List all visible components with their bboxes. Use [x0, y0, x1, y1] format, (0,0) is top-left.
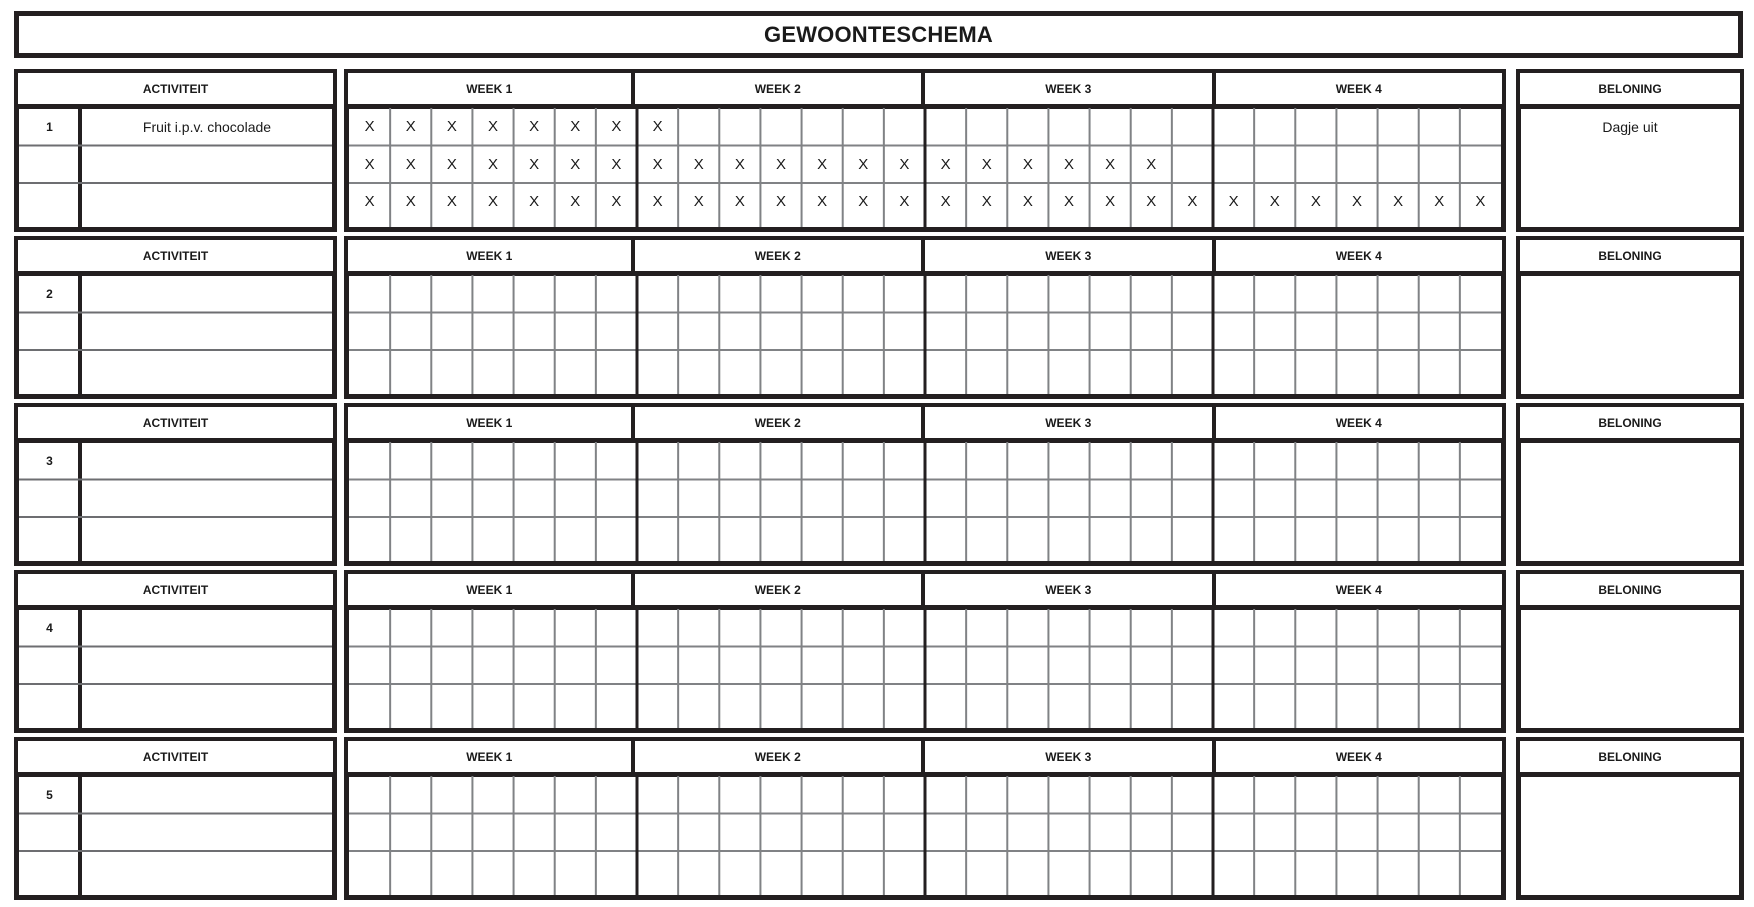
day-mark[interactable]: X — [487, 155, 498, 173]
day-mark[interactable]: X — [775, 193, 786, 211]
day-mark[interactable]: X — [1434, 193, 1445, 211]
week-header-1: WEEK 1 — [344, 236, 635, 275]
activity-name[interactable] — [82, 442, 332, 480]
day-mark[interactable]: X — [652, 118, 663, 136]
day-mark[interactable]: X — [570, 118, 581, 136]
day-mark[interactable]: X — [1105, 193, 1116, 211]
day-mark[interactable]: X — [652, 193, 663, 211]
activity-name[interactable]: Fruit i.p.v. chocolade — [142, 118, 272, 135]
day-mark[interactable]: X — [1393, 193, 1404, 211]
day-mark[interactable]: X — [570, 155, 581, 173]
week-header-2: WEEK 2 — [631, 69, 926, 108]
activity-number: 2 — [46, 286, 53, 301]
activity-number: 4 — [46, 620, 53, 635]
day-mark[interactable]: X — [446, 193, 457, 211]
week-header-1: WEEK 1 — [344, 69, 635, 108]
week-header-4: WEEK 4 — [1212, 69, 1507, 108]
day-mark[interactable]: X — [611, 155, 622, 173]
week-header-1: WEEK 1 — [344, 403, 635, 442]
activity-header: ACTIVITEIT — [14, 737, 337, 776]
day-mark[interactable]: X — [734, 193, 745, 211]
week-header-4: WEEK 4 — [1212, 236, 1507, 275]
reward-header: BELONING — [1516, 403, 1744, 442]
day-mark[interactable]: X — [899, 155, 910, 173]
day-mark[interactable]: X — [364, 118, 375, 136]
tracking-grid — [344, 772, 1506, 900]
day-mark[interactable]: X — [529, 155, 540, 173]
reward-header: BELONING — [1516, 570, 1744, 609]
week-header-1: WEEK 1 — [344, 570, 635, 609]
day-mark[interactable]: X — [529, 193, 540, 211]
week-header-3: WEEK 3 — [921, 570, 1216, 609]
day-mark[interactable]: X — [446, 155, 457, 173]
day-mark[interactable]: X — [1146, 155, 1157, 173]
page-title: GEWOONTESCHEMA — [14, 11, 1743, 58]
day-mark[interactable]: X — [1475, 193, 1486, 211]
reward-text[interactable]: Dagje uit — [1602, 118, 1658, 135]
week-header-1: WEEK 1 — [344, 737, 635, 776]
reward-header: BELONING — [1516, 69, 1744, 108]
activity-header: ACTIVITEIT — [14, 570, 337, 609]
day-mark[interactable]: X — [364, 155, 375, 173]
day-mark[interactable]: X — [611, 193, 622, 211]
week-header-4: WEEK 4 — [1212, 570, 1507, 609]
activity-header: ACTIVITEIT — [14, 403, 337, 442]
reward-header: BELONING — [1516, 737, 1744, 776]
day-mark[interactable]: X — [1310, 193, 1321, 211]
day-mark[interactable]: X — [981, 193, 992, 211]
week-header-2: WEEK 2 — [631, 403, 926, 442]
day-mark[interactable]: X — [652, 155, 663, 173]
day-mark[interactable]: X — [405, 193, 416, 211]
day-mark[interactable]: X — [940, 193, 951, 211]
day-mark[interactable]: X — [734, 155, 745, 173]
activity-name[interactable] — [82, 609, 332, 647]
day-mark[interactable]: X — [487, 118, 498, 136]
tracking-grid — [344, 271, 1506, 399]
day-mark[interactable]: X — [899, 193, 910, 211]
activity-header: ACTIVITEIT — [14, 236, 337, 275]
activity-number: 5 — [46, 787, 53, 802]
day-mark[interactable]: X — [1105, 155, 1116, 173]
day-mark[interactable]: X — [1228, 193, 1239, 211]
day-mark[interactable]: X — [1063, 155, 1074, 173]
day-mark[interactable]: X — [817, 155, 828, 173]
day-mark[interactable]: X — [858, 155, 869, 173]
activity-number: 3 — [46, 453, 53, 468]
day-mark[interactable]: X — [817, 193, 828, 211]
day-mark[interactable]: X — [446, 118, 457, 136]
day-mark[interactable]: X — [405, 155, 416, 173]
reward-header: BELONING — [1516, 236, 1744, 275]
day-mark[interactable]: X — [487, 193, 498, 211]
day-mark[interactable]: X — [693, 155, 704, 173]
activity-header: ACTIVITEIT — [14, 69, 337, 108]
activity-number: 1 — [46, 119, 53, 134]
week-header-3: WEEK 3 — [921, 236, 1216, 275]
day-mark[interactable]: X — [1146, 193, 1157, 211]
week-header-3: WEEK 3 — [921, 69, 1216, 108]
tracking-grid — [344, 605, 1506, 733]
week-header-2: WEEK 2 — [631, 737, 926, 776]
day-mark[interactable]: X — [981, 155, 992, 173]
day-mark[interactable]: X — [1063, 193, 1074, 211]
reward-text[interactable] — [1521, 776, 1739, 814]
tracking-grid — [344, 438, 1506, 566]
week-header-3: WEEK 3 — [921, 403, 1216, 442]
reward-text[interactable] — [1521, 275, 1739, 313]
day-mark[interactable]: X — [405, 118, 416, 136]
day-mark[interactable]: X — [775, 155, 786, 173]
day-mark[interactable]: X — [940, 155, 951, 173]
week-header-3: WEEK 3 — [921, 737, 1216, 776]
day-mark[interactable]: X — [570, 193, 581, 211]
day-mark[interactable]: X — [1022, 155, 1033, 173]
week-header-2: WEEK 2 — [631, 570, 926, 609]
activity-name[interactable] — [82, 275, 332, 313]
day-mark[interactable]: X — [611, 118, 622, 136]
day-mark[interactable]: X — [1351, 193, 1362, 211]
week-header-2: WEEK 2 — [631, 236, 926, 275]
week-header-4: WEEK 4 — [1212, 403, 1507, 442]
week-header-4: WEEK 4 — [1212, 737, 1507, 776]
day-mark[interactable]: X — [1269, 193, 1280, 211]
day-mark[interactable]: X — [364, 193, 375, 211]
reward-text[interactable] — [1521, 442, 1739, 480]
day-mark[interactable]: X — [529, 118, 540, 136]
day-mark[interactable]: X — [1022, 193, 1033, 211]
day-mark[interactable]: X — [1187, 193, 1198, 211]
day-mark[interactable]: X — [693, 193, 704, 211]
activity-name[interactable] — [82, 776, 332, 814]
day-mark[interactable]: X — [858, 193, 869, 211]
reward-text[interactable] — [1521, 609, 1739, 647]
